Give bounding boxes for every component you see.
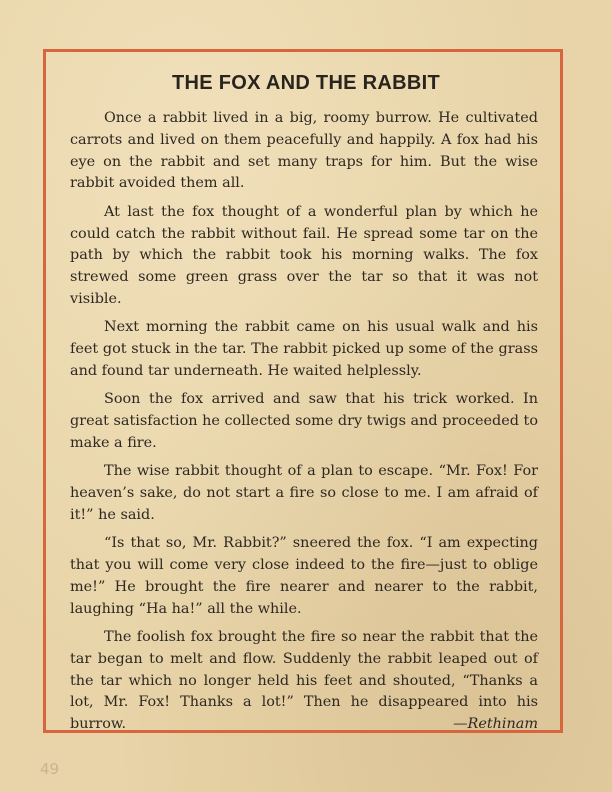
paragraph-7-text: The foolish fox brought the fire so near the rabbit that the tar began to melt and flow. Suddenly the rabbit leaped out of the tar which no longer held his feet and shouted, “Thanks a lot, Mr. Fox! Thanks a lot!” Then he disappeared into his burrow. <box>70 629 538 733</box>
story-frame <box>43 49 563 733</box>
story-text <box>70 108 538 736</box>
paragraph-1: Once a rabbit lived in a big, roomy burrow. He cultivated carrots and lived on them peacefully and happily. A fox had his eye on the rabbit and set many traps for him. But the wise rabbit avoided them all. <box>70 110 538 192</box>
paragraph-3: Next morning the rabbit came on his usual walk and his feet got stuck in the tar. The rabbit picked up some of the grass and found tar underneath. He waited helplessly. <box>70 319 538 379</box>
page-number: 49 <box>40 760 60 778</box>
author-signature: —Rethinam <box>453 716 538 733</box>
paragraph-4: Soon the fox arrived and saw that his trick worked. In great satisfaction he collected some dry twigs and proceeded to make a fire. <box>70 391 538 451</box>
paragraph-5: The wise rabbit thought of a plan to escape. “Mr. Fox! For heaven’s sake, do not start a fire so close to me. I am afraid of it!” he said. <box>70 463 538 523</box>
paragraph-6: “Is that so, Mr. Rabbit?” sneered the fox. “I am expecting that you will come very close indeed to the fire—just to oblige me!” He brought the fire nearer and nearer to the rabbit, laughing “Ha ha!” all the while. <box>70 535 538 617</box>
paragraph-2: At last the fox thought of a wonderful plan by which he could catch the rabbit without fail. He spread some tar on the path by which the rabbit took his morning walks. The fox strewed some green grass over the tar so that it was not visible. <box>70 203 538 307</box>
paragraph-7 <box>70 627 538 736</box>
story-title: THE FOX AND THE RABBIT <box>171 72 441 94</box>
